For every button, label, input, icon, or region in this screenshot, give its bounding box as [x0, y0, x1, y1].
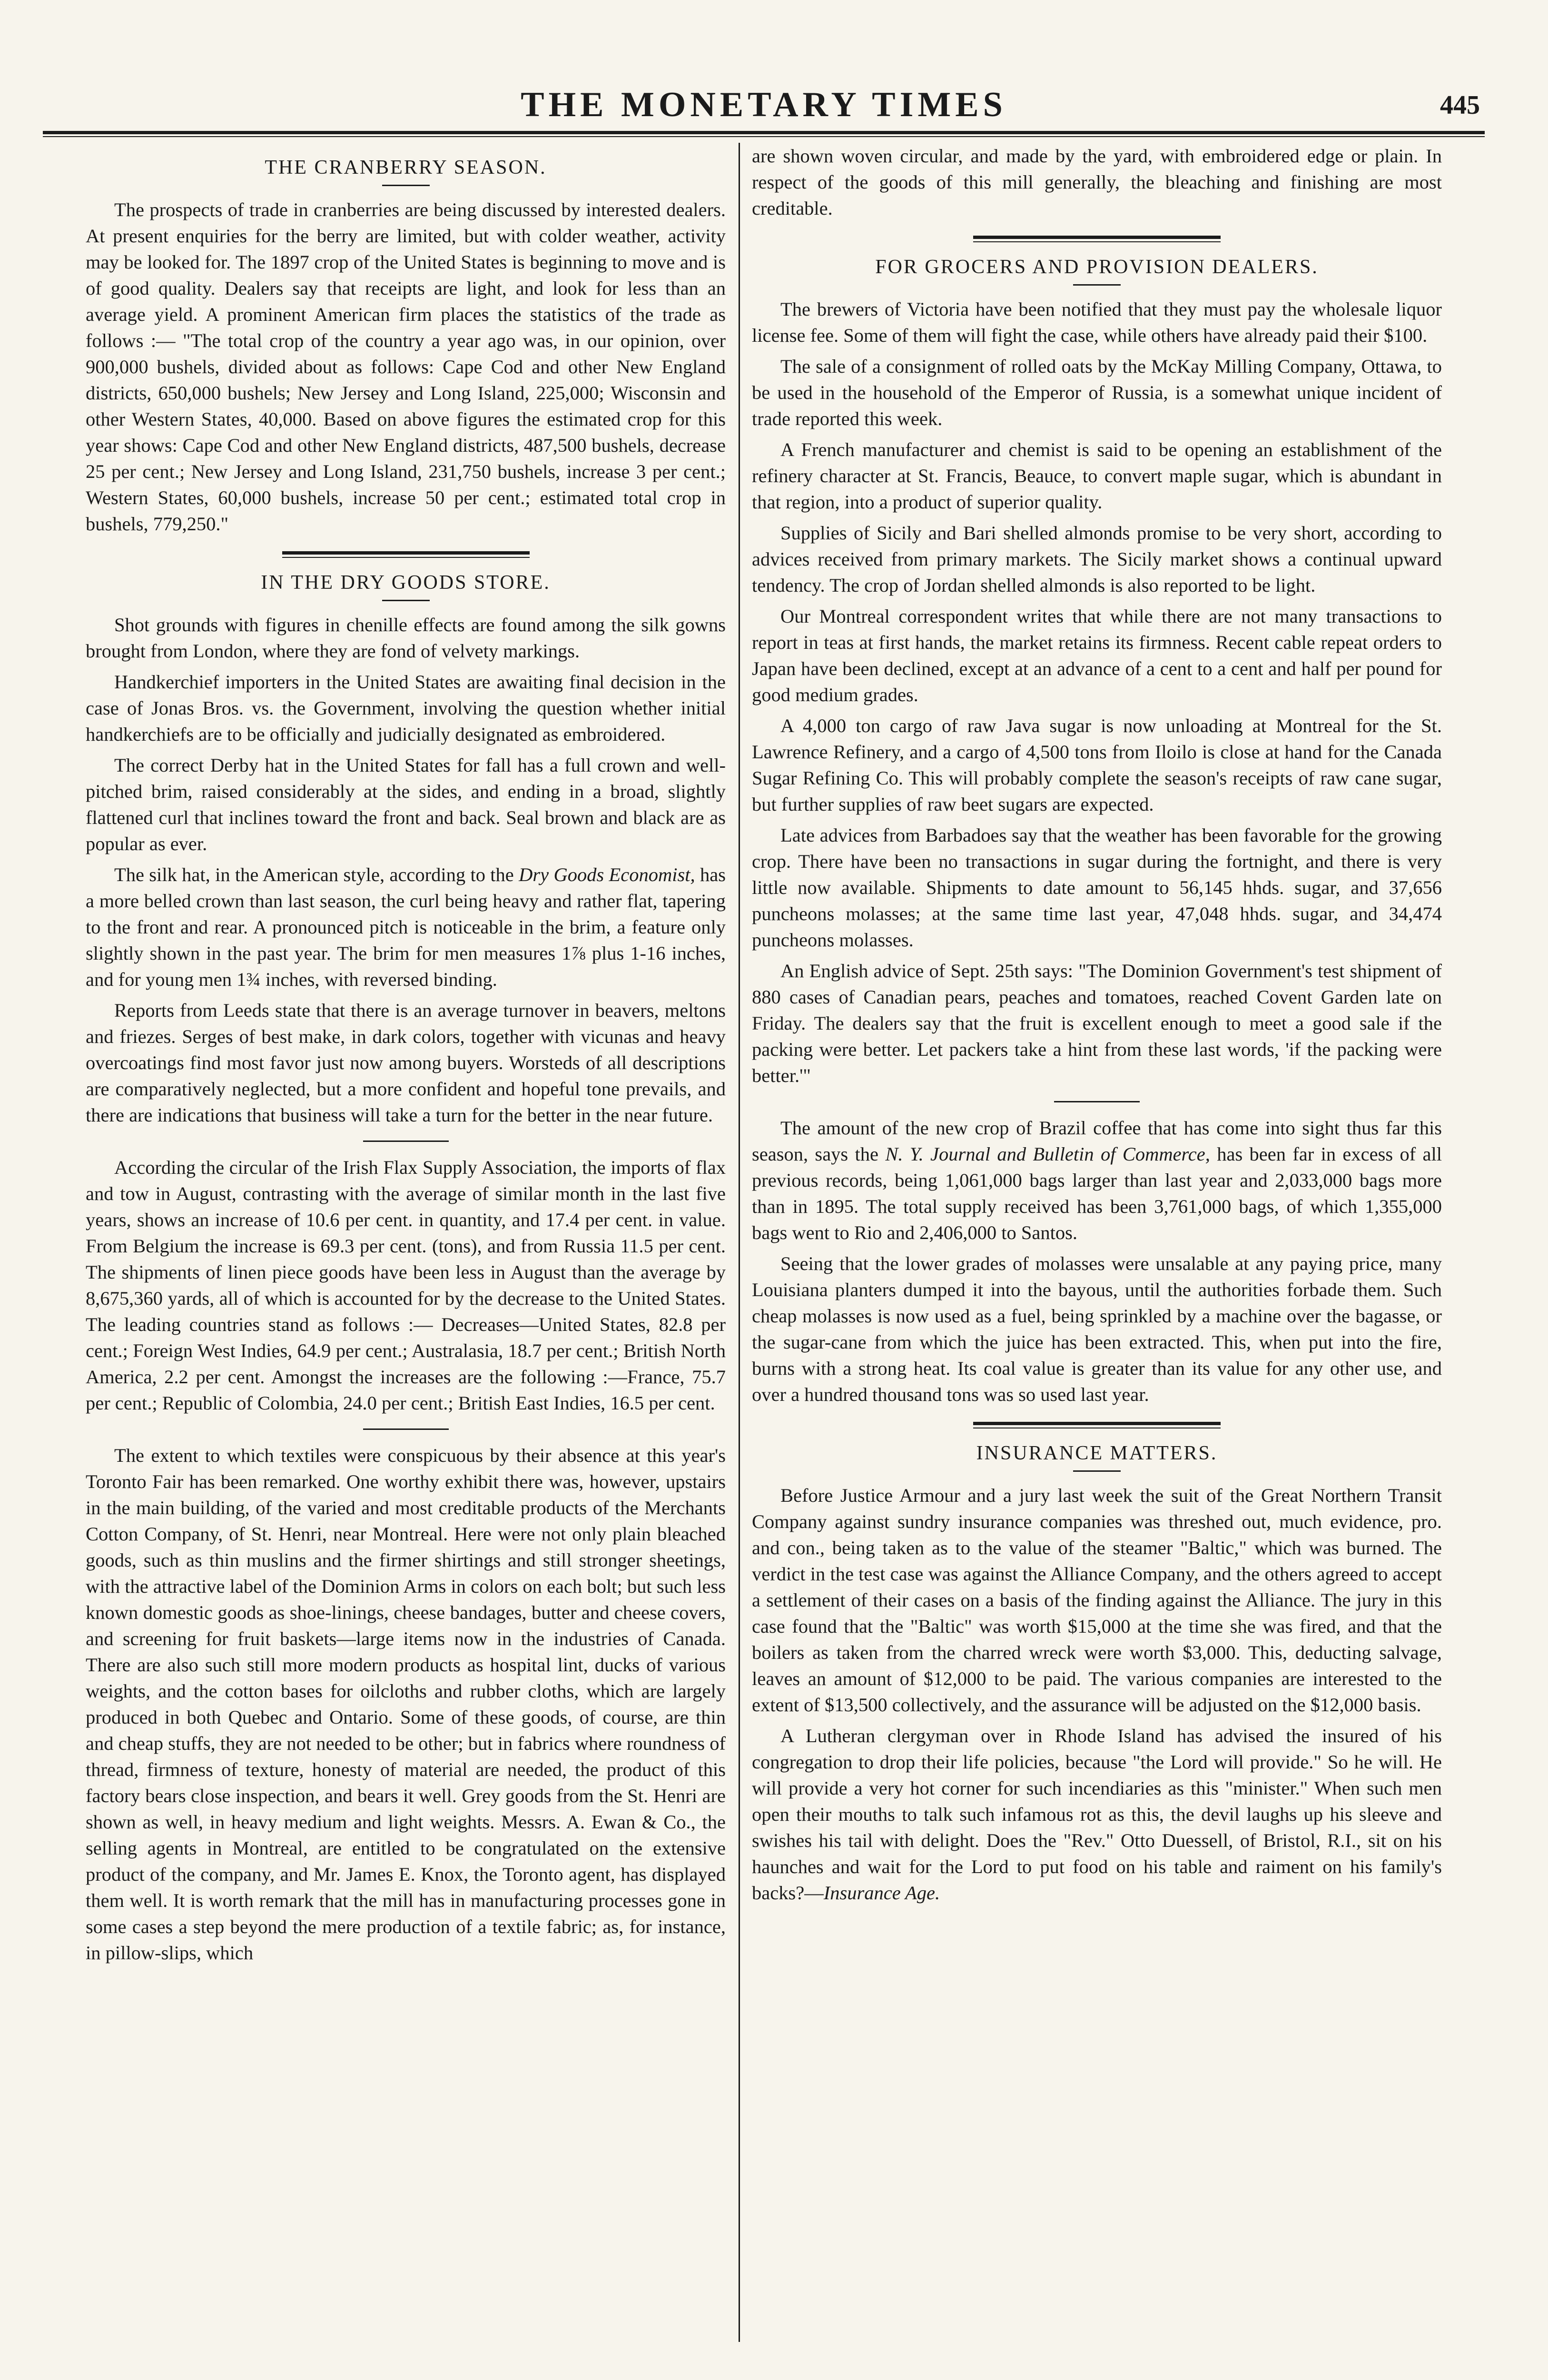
- article-paragraph: [752, 1723, 1442, 1906]
- article-paragraph: [752, 1115, 1442, 1246]
- publication-title: THE MONETARY TIMES: [521, 85, 1007, 124]
- article-paragraph: [86, 862, 726, 992]
- item-divider: [363, 1428, 449, 1430]
- article-continuation: are shown woven circular, and made by the yard, with embroidered edge or plain. In respect of the goods of this mill generally, the bleaching and finishing are most creditable.: [752, 145, 1442, 219]
- article-paragraph: Seeing that the lower grades of molasses were unsalable at any paying price, many Louisiana planters dumped it into the bayous, until the authorities forbade them. Such cheap molasses is now used as a fuel, being sprinkled by a machine over the bagasse, or the sugar-cane from which the juice has been extracted. This, when put into the fire, burns with a strong heat. Its coal value is greater than its value for any other use, and over a hundred thousand tons was so used last year.: [752, 1253, 1442, 1405]
- article-paragraph: The correct Derby hat in the United States for fall has a full crown and well-pitched brim, raised considerably at the sides, and ending in a broad, slightly flattened curl that inclines toward the front and back. Seal brown and black are as popular as ever.: [86, 754, 726, 854]
- heading-rule: [382, 600, 430, 601]
- article-paragraph: Handkerchief importers in the United States are awaiting final decision in the case of Jonas Bros. vs. the Government, involving the question whether initial handkerchiefs are to be officially and judicially designated as embroidered.: [86, 671, 726, 745]
- heading-rule: [382, 185, 430, 186]
- text-run: The amount of the new crop of Brazil coffee that has come into sight thus far this season, says the: [752, 1117, 1442, 1165]
- article-insurance-matters: [752, 1439, 1442, 1906]
- masthead: [48, 83, 1480, 126]
- article-paragraph: An English advice of Sept. 25th says: "The Dominion Government's test shipment of 880 cases of Canadian pears, peaches and tomatoes, reached Covent Garden late on Friday. The dealers say that the fruit is excellent enough to meet a good sale if the packing were better. Let packers take a hint from these last words, 'if the packing were better.'": [752, 960, 1442, 1086]
- left-column: [86, 143, 726, 2346]
- text-run: A Lutheran clergyman over in Rhode Island has advised the insured of his congregation to drop their life policies, because "the Lord will provide." So he will. He will provide a very hot corner for such incendiaries as this "minister." When such men open their mouths to talk such infamous rot as this, the devil laughs up his sleeve and swishes his tail with delight. Does the "Rev." Otto Duessell, of Bristol, R.I., sit on his haunches and wait for the Lord to put food on his table and raiment on his family's backs?—: [752, 1725, 1442, 1904]
- article-paragraph: Late advices from Barbadoes say that the weather has been favorable for the growing crop. There have been no transactions in sugar during the fortnight, and there is very little now available. Shipments to date amount to 56,145 hhds. sugar, and 37,656 puncheons molasses; at the same time last year, 47,048 hhds. sugar, and 34,474 puncheons molasses.: [752, 824, 1442, 951]
- section-divider: [973, 236, 1221, 242]
- article-paragraph: Reports from Leeds state that there is an average turnover in beavers, meltons and friezes. Serges of best make, in dark colors, together with vicunas and heavy overcoatings find most favor just now among buyers. Worsteds of all descriptions are comparatively neglected, but a more confident and hopeful tone prevails, and there are indications that business will take a turn for the better in the near future.: [86, 1000, 726, 1126]
- article-paragraph: Supplies of Sicily and Bari shelled almonds promise to be very short, according to advices received from primary markets. The Sicily market shows a continual upward tendency. The crop of Jordan shelled almonds is also reported to be light.: [752, 522, 1442, 596]
- article-heading: THE CRANBERRY SEASON.: [265, 157, 547, 178]
- text-run: has a more belled crown than last season, the curl being heavy and rather flat, tapering to the front and rear. A pronounced pitch is noticeable in the brim, a feature only slightly shown in the past year. The brim for men measures 1⅞ plus 1-16 inches, and for young men 1¾ inches, with reversed binding.: [86, 864, 726, 990]
- article-heading: INSURANCE MATTERS.: [976, 1442, 1218, 1464]
- publication-name: Insurance Age.: [823, 1882, 940, 1904]
- article-paragraph: The sale of a consignment of rolled oats by the McKay Milling Company, Ottawa, to be used in the household of the Emperor of Russia, is a somewhat unique incident of trade reported this week.: [752, 356, 1442, 429]
- article-paragraph: According the circular of the Irish Flax Supply Association, the imports of flax and tow in August, contrasting with the average of similar month in the last five years, shows an increase of 10.6 per cent. in quantity, and 17.4 per cent. in value. From Belgium the increase is 69.3 per cent. (tons), and from Russia 11.5 per cent. The shipments of linen piece goods have been less in August than the average by 8,675,360 yards, all of which is accounted for by the decrease to the United States. The leading countries stand as follows :— Decreases—United States, 82.8 per cent.; Foreign West Indies, 64.9 per cent.; Australasia, 18.7 per cent.; British North America, 2.2 per cent. Amongst the increases are the following :—France, 75.7 per cent.; Republic of Colombia, 24.0 per cent.; British East Indies, 16.5 per cent.: [86, 1157, 726, 1414]
- item-divider: [363, 1140, 449, 1142]
- article-paragraph: The extent to which textiles were conspicuous by their absence at this year's Toronto Fair has been remarked. One worthy exhibit there was, however, upstairs in the main building, of the varied and most creditable products of the Merchants Cotton Company, of St. Henri, near Montreal. Here were not only plain bleached goods, such as thin muslins and the firmer shirtings and still stronger sheetings, with the attractive label of the Dominion Arms in colors on each bolt; but such less known domestic goods as shoe-linings, cheese bandages, butter and cheese covers, and screening for fruit baskets—large items now in the industries of Canada. There are also such still more modern products as hospital lint, ducks of various weights, and the cotton bases for oilcloths and rubber cloths, which are largely produced in both Quebec and Ontario. Some of these goods, of course, are thin and cheap stuffs, they are not needed to be other; but in fabrics where roundness of thread, firmness of texture, honesty of material are needed, the product of this factory bears close inspection, and bears it well. Grey goods from the St. Henri are shown as well, in heavy medium and light weights. Messrs. A. Ewan & Co., the selling agents in Montreal, are entitled to be congratulated on the extensive product of the company, and Mr. James E. Knox, the Toronto agent, has displayed them well. It is worth remark that the mill has in manufacturing processes gone in some cases a step beyond the mere production of a textile fabric; as, for instance, in pillow-slips, which: [86, 1445, 726, 1964]
- article-paragraph: The brewers of Victoria have been notified that they must pay the wholesale liquor license fee. Some of them will fight the case, while others have already paid their $100.: [752, 298, 1442, 346]
- article-dry-goods-store: [86, 568, 726, 1966]
- article-paragraph: Shot grounds with figures in chenille effects are found among the silk gowns brought from London, where they are fond of velvety markings.: [86, 614, 726, 662]
- publication-name: N. Y. Journal and Bulletin of Commerce,: [885, 1143, 1210, 1165]
- page-number: 445: [1440, 90, 1480, 120]
- heading-rule: [1073, 284, 1121, 286]
- text-run: The silk hat, in the American style, according to the: [114, 864, 519, 885]
- section-divider: [973, 1422, 1221, 1428]
- masthead-rule: [43, 131, 1485, 137]
- text-run: has been far in excess of all previous records, being 1,061,000 bags larger than last year and 2,033,000 bags more than in 1895. The total supply received has been 3,761,000 bags, of which 1,355,000 bags went to Rio and 2,406,000 to Santos.: [752, 1143, 1442, 1243]
- article-cranberry-season: [86, 153, 726, 537]
- article-paragraph: Our Montreal correspondent writes that while there are not many transactions to report in teas at first hands, the market retains its firmness. Recent cable repeat orders to Japan have been declined, except at an advance of a cent to a cent and half per pound for good medium grades.: [752, 605, 1442, 705]
- article-paragraph: A French manufacturer and chemist is said to be opening an establishment of the refinery character at St. Francis, Beauce, to convert maple sugar, which is abundant in that region, into a product of superior quality.: [752, 439, 1442, 513]
- publication-name: Dry Goods Economist,: [519, 864, 695, 885]
- article-paragraph: Before Justice Armour and a jury last week the suit of the Great Northern Transit Company against sundry insurance companies was threshed out, much evidence, pro. and con., being taken as to the value of the steamer "Baltic," which was burned. The verdict in the test case was against the Alliance Company, and the others agreed to accept a settlement of their cases on a basis of the finding against the Alliance. The jury in this case found that the "Baltic" was worth $15,000 at the time she was fired, and that the boilers as taken from the charred wreck were worth $3,000. This, deducting salvage, leaves an amount of $12,000 to be paid. The various companies are interested to the extent of $13,500 collectively, and the assurance will be adjusted on the $12,000 basis.: [752, 1485, 1442, 1716]
- article-paragraph: A 4,000 ton cargo of raw Java sugar is now unloading at Montreal for the St. Lawrence Refinery, and a cargo of 4,500 tons from Iloilo is close at hand for the Canada Sugar Refining Co. This will probably complete the season's receipts of raw cane sugar, but further supplies of raw beet sugars are expected.: [752, 715, 1442, 815]
- column-divider: [739, 143, 740, 2342]
- article-heading: FOR GROCERS AND PROVISION DEALERS.: [875, 256, 1319, 278]
- right-column: [752, 143, 1442, 2346]
- heading-rule: [1073, 1470, 1121, 1472]
- article-grocers-provision-dealers: [752, 253, 1442, 1408]
- item-divider: [1054, 1101, 1140, 1102]
- article-heading: IN THE DRY GOODS STORE.: [261, 572, 551, 594]
- section-divider: [282, 551, 530, 558]
- article-paragraph: The prospects of trade in cranberries are being discussed by interested dealers. At present enquiries for the berry are limited, but with colder weather, activity may be looked for. The 1897 crop of the United States is beginning to move and is of good quality. Dealers say that receipts are light, and look for less than an average yield. A prominent American firm places the statistics of the trade as follows :— "The total crop of the country a year ago was, in our opinion, over 900,000 bushels, divided about as follows: Cape Cod and other New England districts, 650,000 bushels; New Jersey and Long Island, 225,000; Wisconsin and other Western States, 40,000. Based on above figures the estimated crop for this year shows: Cape Cod and other New England districts, 487,500 bushels, decrease 25 per cent.; New Jersey and Long Island, 231,750 bushels, increase 3 per cent.; Western States, 60,000 bushels, increase 50 per cent.; estimated total crop in bushels, 779,250.": [86, 199, 726, 535]
